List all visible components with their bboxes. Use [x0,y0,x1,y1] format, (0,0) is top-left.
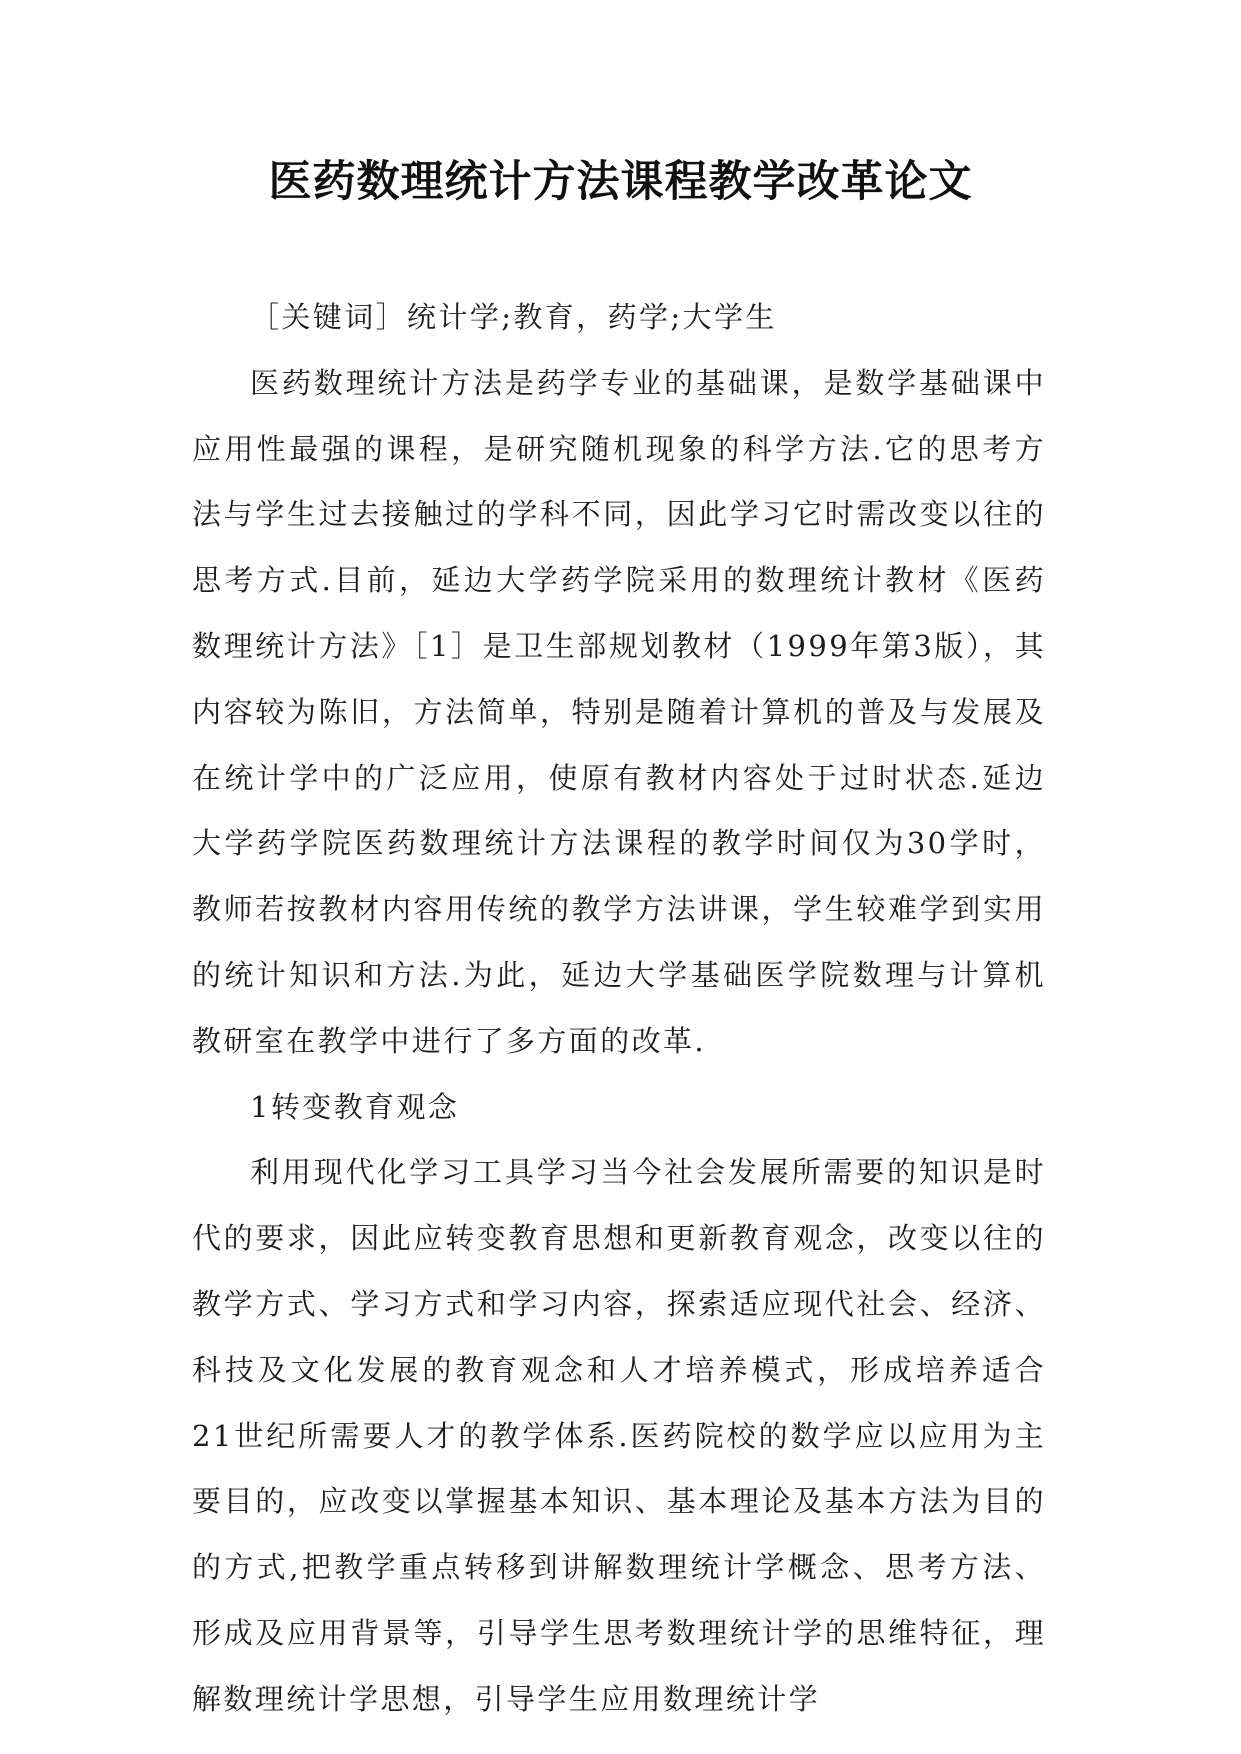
document-title: 医药数理统计方法课程教学改革论文 [268,157,973,207]
keywords-paragraph: ［关键词］统计学;教育，药学;大学生 [250,300,777,334]
section-heading: 1转变教育观念 [250,1089,460,1124]
section-paragraph: 利用现代化学习工具学习当今社会发展所需要的知识是时代的要求，因此应转变教育思想和更新教育观念，改变以往的教学方式、学习方式和学习内容，探索适应现代社会、经济、科技及文化发展的教育观念和人才培养模式，形成培养适合21世纪所需要人才的教学体系.医药院校的数学应以应用为主要目的，应改变以掌握基本知识、基本理论及基本方法为目的的方式,把教学重点转移到讲解数理统计学概念、思考方法、形成及应用背景等，引导学生思考数理统计学的思维特征，理解数理统计学思想，引导学生应用数理统计学 [192,1155,1046,1716]
intro-paragraph: 医药数理统计方法是药学专业的基础课，是数学基础课中应用性最强的课程，是研究随机现象的科学方法.它的思考方法与学生过去接触过的学科不同，因此学习它时需改变以往的思考方式.目前，延边大学药学院采用的数理统计教材《医药数理统计方法》［1］是卫生部规划教材（1999年第3版），其内容较为陈旧，方法简单，特别是随着计算机的普及与发展及在统计学中的广泛应用，使原有教材内容处于过时状态.延边大学药学院医药数理统计方法课程的教学时间仅为30学时，教师若按教材内容用传统的教学方法讲课，学生较难学到实用的统计知识和方法.为此，延边大学基础医学院数理与计算机教研室在教学中进行了多方面的改革. [192,365,1046,1058]
document-body [192,285,1046,1733]
